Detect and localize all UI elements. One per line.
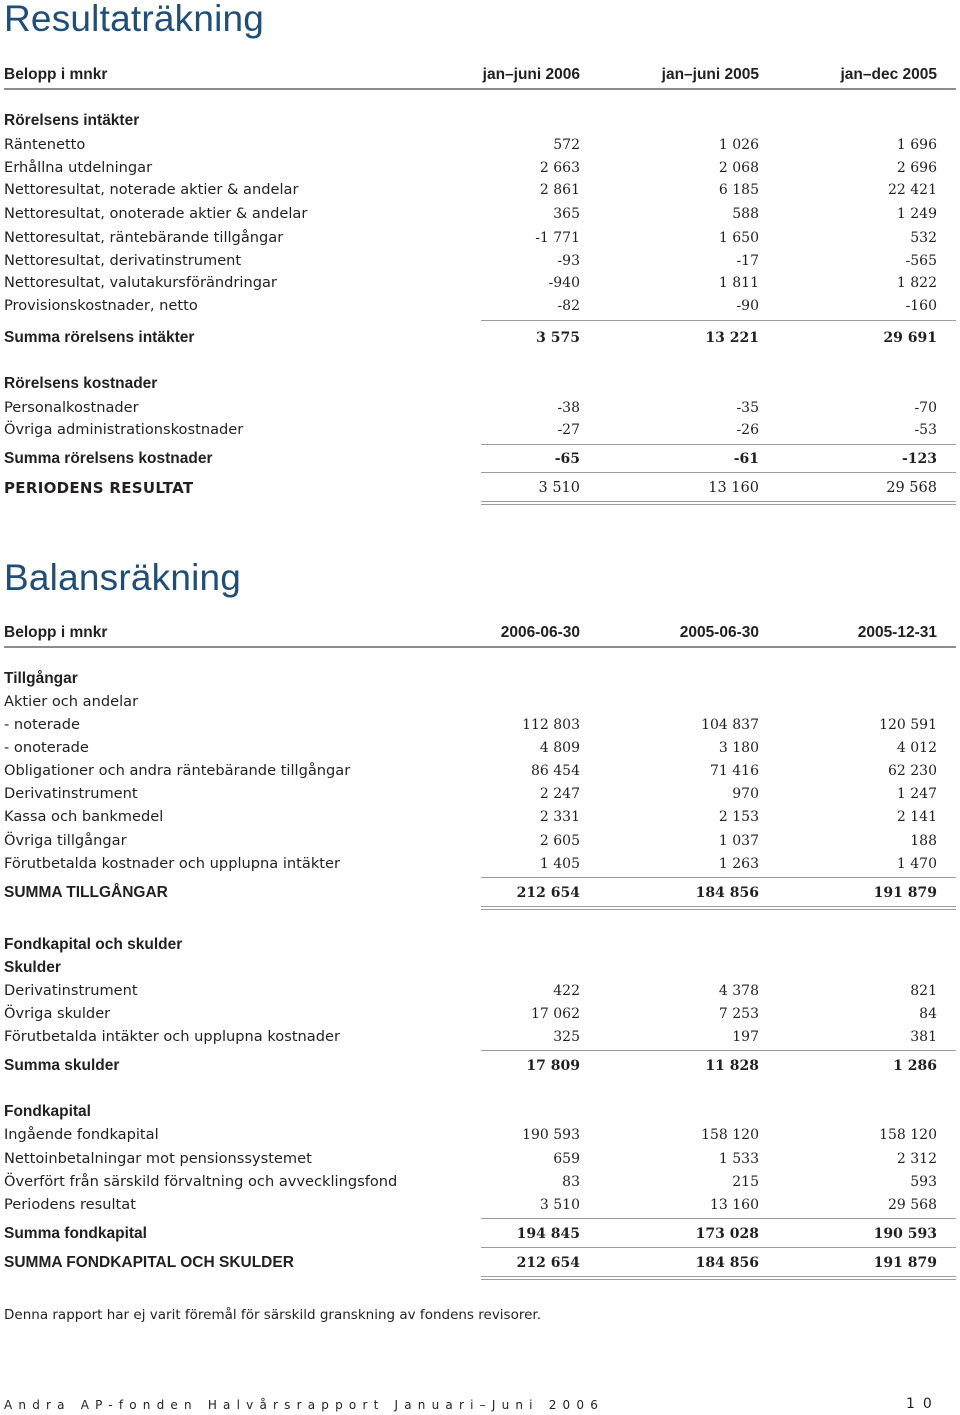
table-row: Övriga tillgångar 2 605 1 037 188 (4, 832, 937, 849)
income-period-result: PERIODENS RESULTAT 3 510 13 160 29 568 (4, 479, 937, 497)
total-divider (481, 906, 956, 907)
table-row: Ingående fondkapital 190 593 158 120 158 120 (4, 1126, 937, 1143)
page-number: 10 (906, 1396, 940, 1412)
table-row: Förutbetalda kostnader och upplupna intäkter 1 405 1 263 1 470 (4, 855, 937, 872)
table-row: Nettoinbetalningar mot pensionssystemet 659 1 533 2 312 (4, 1150, 937, 1167)
subtotal-divider (481, 1247, 956, 1248)
table-row: Nettoresultat, derivatinstrument -93 -17 -565 (4, 252, 937, 269)
income-section-costs: Rörelsens kostnader (4, 375, 158, 392)
table-row: Nettoresultat, valutakursförändringar -940 1 811 1 822 (4, 274, 937, 291)
total-divider (481, 501, 956, 502)
table-row: Kassa och bankmedel 2 331 2 153 2 141 (4, 808, 937, 825)
table-row: Övriga skulder 17 062 7 253 84 (4, 1005, 937, 1022)
table-row: - noterade 112 803 104 837 120 591 (4, 716, 937, 733)
balance-section-assets: Tillgångar (4, 670, 78, 687)
audit-note: Denna rapport har ej varit föremål för särskild granskning av fondens revisorer. (4, 1307, 542, 1323)
table-row: Förutbetalda intäkter och upplupna kostnader 325 197 381 (4, 1028, 937, 1045)
balance-sum-assets: SUMMA TILLGÅNGAR 212 654 184 856 191 879 (4, 884, 937, 901)
balance-header-row (4, 622, 940, 644)
balance-sum-fund-capital: Summa fondkapital 194 845 173 028 190 593 (4, 1225, 937, 1242)
table-row: Nettoresultat, räntebärande tillgångar -1 771 1 650 532 (4, 229, 937, 246)
total-divider (481, 909, 956, 910)
balance-sheet-title: Balansräkning (4, 557, 242, 598)
balance-header-label: Belopp i mnkr (4, 624, 108, 641)
table-row: Personalkostnader -38 -35 -70 (4, 399, 937, 416)
income-header-divider (4, 88, 956, 90)
balance-header-col1: 2006-06-30 (500, 624, 580, 641)
balance-header-col2: 2005-06-30 (679, 624, 759, 641)
balance-sum-liabilities: Summa skulder 17 809 11 828 1 286 (4, 1057, 937, 1074)
table-row: Överfört från särskild förvaltning och avvecklingsfond 83 215 593 (4, 1173, 937, 1190)
balance-section-liabilities: Skulder (4, 959, 61, 976)
income-header-label: Belopp i mnkr (4, 66, 108, 83)
total-divider (481, 1279, 956, 1280)
subtotal-divider (481, 472, 956, 473)
table-row: Provisionskostnader, netto -82 -90 -160 (4, 297, 937, 314)
balance-subsection-shares: Aktier och andelar (4, 693, 139, 710)
income-header-col3: jan–dec 2005 (840, 66, 937, 83)
total-divider (481, 1276, 956, 1277)
table-row: - onoterade 4 809 3 180 4 012 (4, 739, 937, 756)
page-footer: Andra AP-fonden Halvårsrapport Januari–Juni 2006 (4, 1398, 605, 1412)
table-row: Nettoresultat, noterade aktier & andelar 2 861 6 185 22 421 (4, 181, 937, 198)
table-row: Erhållna utdelningar 2 663 2 068 2 696 (4, 159, 937, 176)
subtotal-divider (481, 1218, 956, 1219)
table-row: Nettoresultat, onoterade aktier & andelar 365 588 1 249 (4, 205, 937, 222)
table-row: Övriga administrationskostnader -27 -26 -53 (4, 421, 937, 438)
income-sum-revenue: Summa rörelsens intäkter 3 575 13 221 29 691 (4, 329, 937, 346)
income-sum-costs: Summa rörelsens kostnader -65 -61 -123 (4, 450, 937, 467)
income-section-revenue: Rörelsens intäkter (4, 112, 140, 129)
subtotal-divider (481, 1050, 956, 1051)
subtotal-divider (481, 444, 956, 445)
balance-section-capital-liabilities: Fondkapital och skulder (4, 936, 183, 953)
table-row: Periodens resultat 3 510 13 160 29 568 (4, 1196, 937, 1213)
subtotal-divider (481, 877, 956, 878)
balance-sum-total: SUMMA FONDKAPITAL OCH SKULDER 212 654 184 856 191 879 (4, 1254, 937, 1271)
balance-section-fund-capital: Fondkapital (4, 1103, 91, 1120)
table-row: Derivatinstrument 2 247 970 1 247 (4, 785, 937, 802)
balance-header-divider (4, 646, 956, 648)
income-header-row (4, 64, 940, 86)
table-row: Räntenetto 572 1 026 1 696 (4, 136, 937, 153)
table-row: Obligationer och andra räntebärande tillgångar 86 454 71 416 62 230 (4, 762, 937, 779)
income-statement-title: Resultaträkning (4, 0, 265, 39)
balance-header-col3: 2005-12-31 (857, 624, 937, 641)
table-row: Derivatinstrument 422 4 378 821 (4, 982, 937, 999)
total-divider (481, 504, 956, 505)
income-header-col1: jan–juni 2006 (482, 66, 580, 83)
subtotal-divider (481, 320, 956, 321)
income-header-col2: jan–juni 2005 (661, 66, 759, 83)
